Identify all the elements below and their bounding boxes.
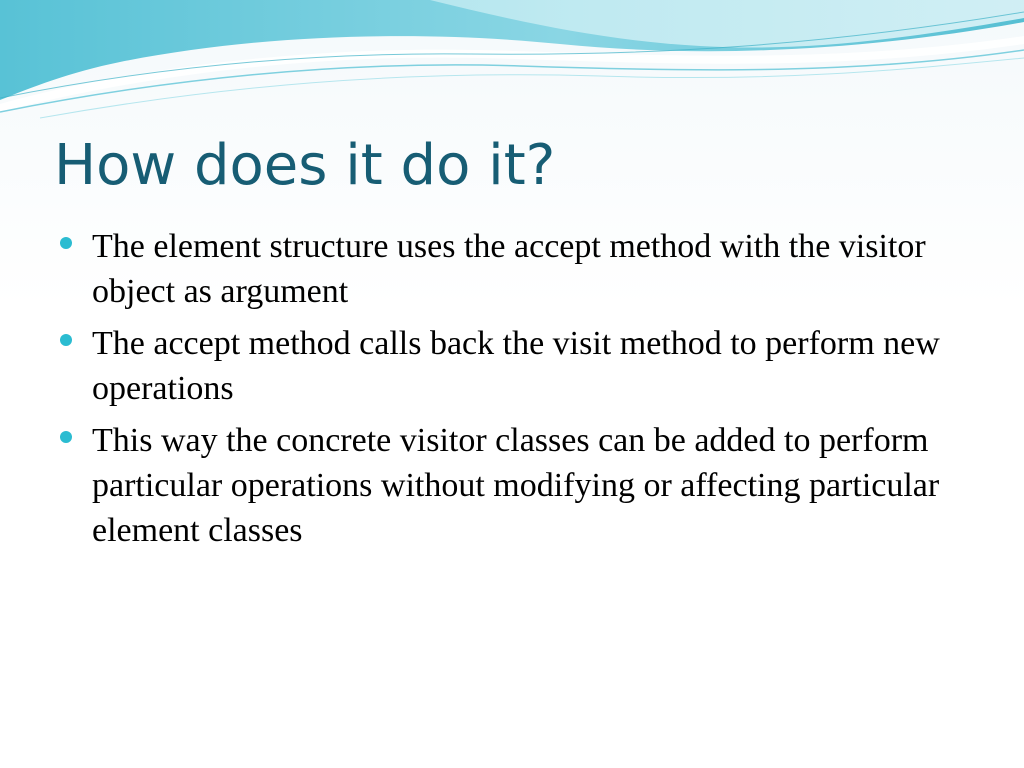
bullet-circle-icon xyxy=(60,237,72,249)
list-item xyxy=(60,418,940,553)
list-item xyxy=(60,224,940,314)
bullet-text: The accept method calls back the visit method to perform new operations xyxy=(92,325,940,407)
slide-title: How does it do it? xyxy=(54,133,556,198)
bullet-text: This way the concrete visitor classes can be added to perform particular operations without modifying or affecting particular element classes xyxy=(92,422,940,549)
bullet-text: The element structure uses the accept method with the visitor object as argument xyxy=(92,228,926,310)
bullet-circle-icon xyxy=(60,431,72,443)
bullet-circle-icon xyxy=(60,334,72,346)
bullet-list xyxy=(60,224,940,560)
list-item xyxy=(60,321,940,411)
wave-header-decoration xyxy=(0,0,1024,130)
